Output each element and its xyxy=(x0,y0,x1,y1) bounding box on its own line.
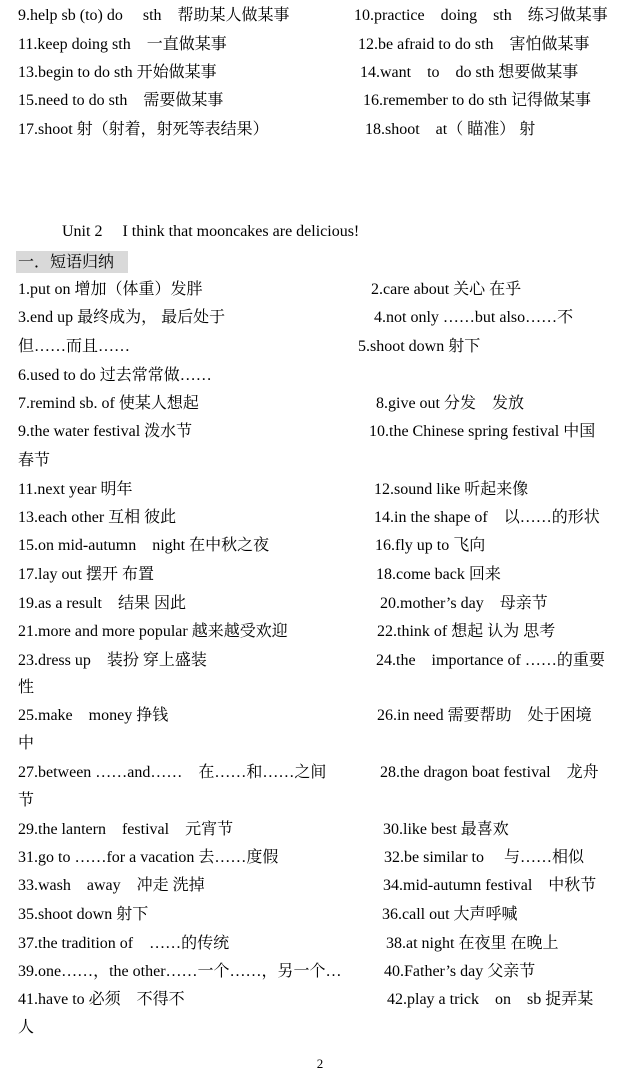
phrase-left: 41.have to 必须 不得不 xyxy=(18,991,185,1008)
top-right: 14.want to do sth 想要做某事 xyxy=(360,64,579,81)
phrase-left: 17.lay out 摆开 布置 xyxy=(18,566,154,583)
phrase-right: 42.play a trick on sb 捉弄某 xyxy=(387,991,594,1008)
phrase-right: 10.the Chinese spring festival 中国 xyxy=(369,423,596,440)
phrase-left: 25.make money 挣钱 xyxy=(18,707,169,724)
phrase-left: 35.shoot down 射下 xyxy=(18,906,149,923)
page-number: 2 xyxy=(316,1056,324,1071)
top-right: 16.remember to do sth 记得做某事 xyxy=(363,92,591,109)
phrase-left: 节 xyxy=(18,792,35,809)
top-left: 15.need to do sth 需要做某事 xyxy=(18,92,224,109)
phrase-left: 7.remind sb. of 使某人想起 xyxy=(18,395,199,412)
phrase-right: 12.sound like 听起来像 xyxy=(374,481,529,498)
phrase-left: 21.more and more popular 越来越受欢迎 xyxy=(18,623,288,640)
phrase-left: 但……而且…… xyxy=(18,338,131,355)
top-left: 17.shoot 射（射着，射死等表结果） xyxy=(18,121,269,138)
phrase-right: 38.at night 在夜里 在晚上 xyxy=(386,935,559,952)
phrase-left: 33.wash away 冲走 洗掉 xyxy=(18,877,205,894)
phrase-left: 29.the lantern festival 元宵节 xyxy=(18,821,234,838)
phrase-right: 28.the dragon boat festival 龙舟 xyxy=(380,764,599,781)
phrase-right: 22.think of 想起 认为 思考 xyxy=(377,623,556,640)
phrase-left: 37.the tradition of ……的传统 xyxy=(18,935,230,952)
phrase-left: 3.end up 最终成为， 最后处于 xyxy=(18,309,226,326)
phrase-right: 34.mid-autumn festival 中秋节 xyxy=(383,877,597,894)
phrase-right: 40.Father’s day 父亲节 xyxy=(384,963,536,980)
phrase-right: 4.not only ……but also……不 xyxy=(374,309,574,326)
section-heading: 一．短语归纳 xyxy=(16,251,128,273)
phrase-right: 36.call out 大声呼喊 xyxy=(382,906,518,923)
phrase-right: 14.in the shape of 以……的形状 xyxy=(374,509,600,526)
phrase-left: 春节 xyxy=(18,452,51,469)
phrase-left: 1.put on 增加（体重）发胖 xyxy=(18,281,203,298)
phrase-left: 13.each other 互相 彼此 xyxy=(18,509,177,526)
phrase-left: 31.go to ……for a vacation 去……度假 xyxy=(18,849,279,866)
phrase-left: 39.one……，the other……一个……，另一个… xyxy=(18,963,342,980)
phrase-left: 中 xyxy=(18,735,35,752)
phrase-right: 8.give out 分发 发放 xyxy=(376,395,524,412)
phrase-left: 性 xyxy=(18,679,35,696)
phrase-left: 19.as a result 结果 因此 xyxy=(18,595,186,612)
unit-title: Unit 2 I think that mooncakes are delicious! xyxy=(62,223,360,240)
phrase-right: 30.like best 最喜欢 xyxy=(383,821,509,838)
phrase-left: 23.dress up 装扮 穿上盛装 xyxy=(18,652,207,669)
phrase-left: 11.next year 明年 xyxy=(18,481,133,498)
top-left: 9.help sb (to) do sth 帮助某人做某事 xyxy=(18,7,290,24)
phrase-left: 6.used to do 过去常常做…… xyxy=(18,367,212,384)
phrase-right: 26.in need 需要帮助 处于困境 xyxy=(377,707,592,724)
phrase-right: 20.mother’s day 母亲节 xyxy=(380,595,548,612)
top-right: 18.shoot at（ 瞄准） 射 xyxy=(365,121,536,138)
phrase-right: 2.care about 关心 在乎 xyxy=(371,281,522,298)
phrase-right: 5.shoot down 射下 xyxy=(358,338,481,355)
top-left: 11.keep doing sth 一直做某事 xyxy=(18,36,227,53)
top-right: 10.practice doing sth 练习做某事 xyxy=(354,7,608,24)
phrase-right: 16.fly up to 飞向 xyxy=(375,537,486,554)
phrase-left: 9.the water festival 泼水节 xyxy=(18,423,193,440)
phrase-right: 18.come back 回来 xyxy=(376,566,501,583)
phrase-right: 24.the importance of ……的重要 xyxy=(376,652,605,669)
phrase-right: 32.be similar to 与……相似 xyxy=(384,849,584,866)
top-right: 12.be afraid to do sth 害怕做某事 xyxy=(358,36,590,53)
phrase-left: 人 xyxy=(18,1019,35,1036)
phrase-left: 27.between ……and…… 在……和……之间 xyxy=(18,764,327,781)
top-left: 13.begin to do sth 开始做某事 xyxy=(18,64,217,81)
phrase-left: 15.on mid-autumn night 在中秋之夜 xyxy=(18,537,270,554)
